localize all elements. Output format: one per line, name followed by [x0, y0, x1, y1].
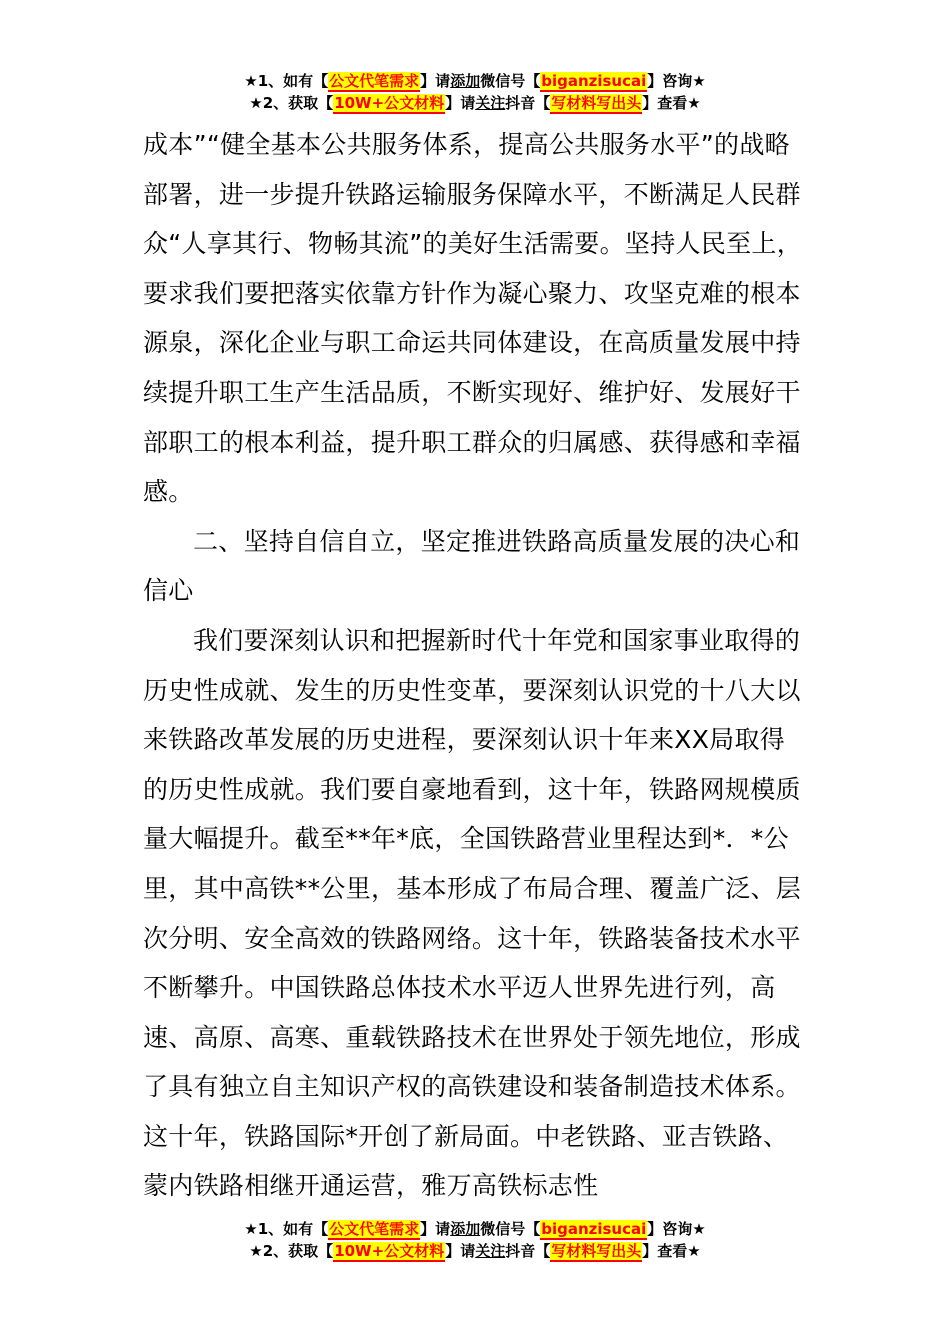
highlight-text: 10W+公文材料 [334, 1242, 445, 1260]
header-banner [0, 70, 950, 114]
highlight-text: biganzisucai [541, 72, 647, 90]
banner-text: ★1、如有【 [244, 72, 329, 90]
banner-text: 】咨询★ [647, 1220, 706, 1238]
banner-line-1 [0, 1218, 950, 1240]
banner-line-2 [0, 92, 950, 114]
paragraph: 成本”“健全基本公共服务体系，提高公共服务水平”的战略部署，进一步提升铁路运输服务保障水平，不断满足人民群众“人享其行、物畅其流”的美好生活需要。坚持人民至上，要求我们要把落实依靠方针作为凝心聚力、攻坚克难的根本源泉，深化企业与职工命运共同体建设，在高质量发展中持续提升职工生产生活品质，不断实现好、维护好、发展好干部职工的根本利益，提升职工群众的归属感、获得感和幸福感。 [143, 130, 803, 507]
underlined-text: 关注 [475, 1242, 506, 1260]
banner-text: 微信号【 [480, 1220, 541, 1238]
banner-text: 】咨询★ [647, 72, 706, 90]
banner-text: 】请 [420, 1220, 451, 1238]
banner-text: 】查看★ [642, 1242, 701, 1260]
banner-text: ★2、获取【 [249, 94, 334, 112]
banner-text: 微信号【 [480, 72, 541, 90]
banner-text: ★1、如有【 [244, 1220, 329, 1238]
highlight-text: 10W+公文材料 [334, 94, 445, 112]
underlined-text: 添加 [450, 72, 481, 90]
banner-text: 抖音【 [505, 1242, 551, 1260]
document-body [143, 120, 805, 1211]
banner-text: 抖音【 [505, 94, 551, 112]
highlight-text: biganzisucai [541, 1220, 647, 1238]
banner-line-1 [0, 70, 950, 92]
banner-text: 】请 [445, 1242, 476, 1260]
footer-banner [0, 1218, 950, 1262]
banner-line-2 [0, 1240, 950, 1262]
banner-text: 】请 [445, 94, 476, 112]
banner-text: ★2、获取【 [249, 1242, 334, 1260]
paragraph: 我们要深刻认识和把握新时代十年党和国家事业取得的历史性成就、发生的历史性变革，要深刻认识党的十八大以来铁路改革发展的历史进程，要深刻认识十年来XX局取得的历史性成就。我们要自豪地看到，这十年，铁路网规模质量大幅提升。截至**年*底，全国铁路营业里程达到*．*公里，其中高铁**公里，基本形成了布局合理、覆盖广泛、层次分明、安全高效的铁路网络。这十年，铁路装备技术水平不断攀升。中国铁路总体技术水平迈人世界先进行列，高速、高原、高寒、重载铁路技术在世界处于领先地位，形成了具有独立自主知识产权的高铁建设和装备制造技术体系。这十年，铁路国际*开创了新局面。中老铁路、亚吉铁路、蒙内铁路相继开通运营，雅万高铁标志性 [143, 625, 802, 1201]
banner-text: 】请 [420, 72, 451, 90]
underlined-text: 关注 [475, 94, 506, 112]
underlined-text: 添加 [450, 1220, 481, 1238]
highlight-text: 写材料写出头 [551, 94, 642, 112]
section-heading: 二、坚持自信自立，坚定推进铁路高质量发展的决心和信心 [143, 526, 801, 606]
highlight-text: 写材料写出头 [551, 1242, 642, 1260]
highlight-text: 公文代笔需求 [329, 1220, 420, 1238]
highlight-text: 公文代笔需求 [329, 72, 420, 90]
banner-text: 】查看★ [642, 94, 701, 112]
